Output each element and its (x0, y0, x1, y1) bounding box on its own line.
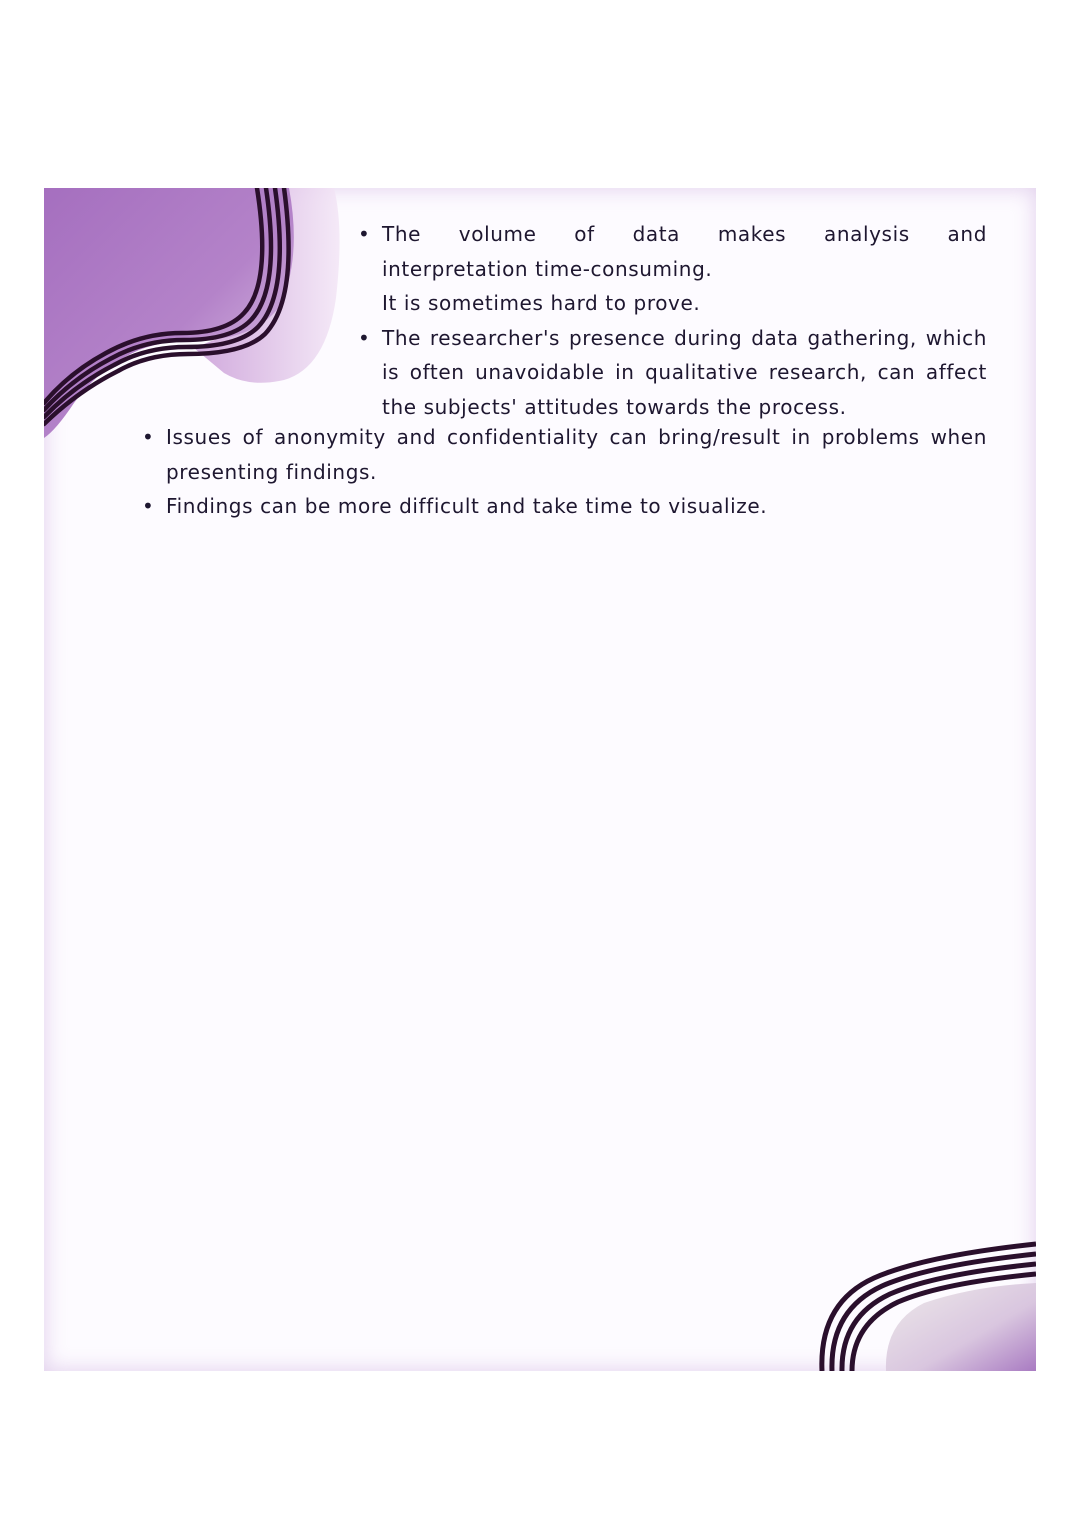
bullet-text-line: • The volume of data makes analysis and (382, 222, 987, 246)
bullet-text-continuation: interpretation time-consuming. (382, 256, 713, 281)
upper-bullet-list (382, 217, 987, 424)
top-left-wave-decoration-icon (44, 188, 384, 448)
bottom-right-wave-decoration-icon (804, 1228, 1036, 1371)
lower-bullet-list (166, 420, 987, 524)
list-item (382, 217, 987, 286)
list-item: • Findings can be more difficult and take time to visualize. (166, 489, 987, 524)
list-item: It is sometimes hard to prove. (382, 291, 701, 315)
list-item: • The researcher's presence during data gathering, which is often unavoidable in qualitative research, can affect the subjects' attitudes towards the process. (382, 321, 987, 425)
list-item: • Issues of anonymity and confidentiality can bring/result in problems when presenting findings. (166, 420, 987, 489)
